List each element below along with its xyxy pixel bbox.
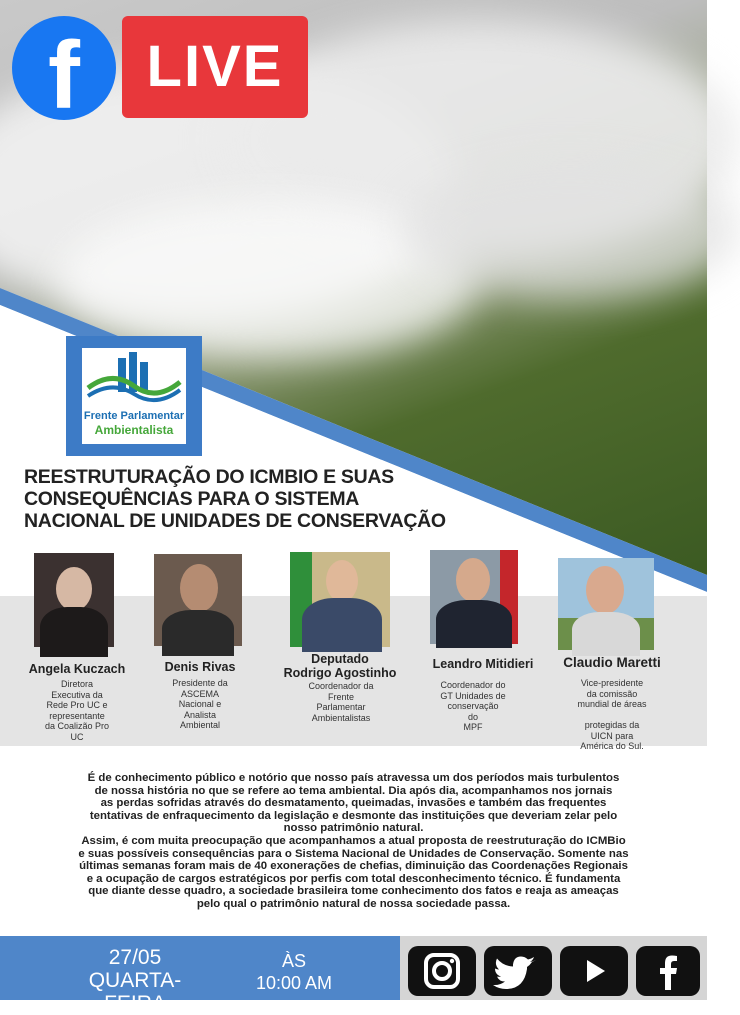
description-line: pelo qual o patrimônio natural de nossa sociedade passa. <box>196 897 511 910</box>
description-line: que diante desse quadro, a sociedade brasileira tome conhecimento dos fatos e reaja as ameaças <box>88 885 619 898</box>
event-time <box>244 950 344 994</box>
logo-frame <box>66 336 202 456</box>
speaker-role-line: Analista <box>183 709 217 720</box>
speaker-role-line: Ambiental <box>179 720 221 730</box>
logo-text-line1: Frente Parlamentar <box>83 410 185 422</box>
speaker-photo <box>290 552 390 647</box>
frente-parlamentar-logo <box>82 348 186 444</box>
logo-text-line2: Ambientalista <box>94 423 174 437</box>
speaker-role <box>150 678 250 731</box>
event-title-line: REESTRUTURAÇÃO DO ICMBIO E SUAS <box>24 466 394 488</box>
speaker-photo <box>154 554 242 646</box>
speaker-name-line: Denis Rivas <box>164 660 236 674</box>
speaker-name-line: Deputado <box>311 652 369 666</box>
speaker-role <box>562 678 662 752</box>
event-title-line: CONSEQUÊNCIAS PARA O SISTEMA <box>24 488 360 510</box>
description-line: nosso patrimônio natural. <box>283 822 424 835</box>
event-time-prefix: ÀS <box>281 951 306 971</box>
speaker-role <box>424 680 522 733</box>
speaker-role-line: protegidas da <box>584 720 640 730</box>
speaker-role-line: Diretora <box>60 679 93 689</box>
twitter-icon[interactable] <box>484 946 552 996</box>
speaker-photo <box>558 558 654 650</box>
description-line: Assim, é com muita preocupação que acompanhamos a atual proposta de reestruturação do ICMBio <box>81 834 626 847</box>
instagram-icon[interactable] <box>408 946 476 996</box>
speaker-role-line: GT Unidades de <box>440 690 506 701</box>
speaker-role-line: do <box>467 711 478 722</box>
speaker-name-line: Rodrigo Agostinho <box>283 666 397 680</box>
speaker-role-line: MPF <box>463 722 483 732</box>
speaker-role-line: Nacional e <box>178 699 222 709</box>
speaker-role-line: da comissão <box>586 688 638 699</box>
speaker-role-line: Executiva da <box>51 689 103 700</box>
event-description <box>30 772 677 911</box>
youtube-icon[interactable] <box>560 946 628 996</box>
event-date <box>60 946 210 1015</box>
speaker-role-line: Vice-presidente <box>580 678 644 688</box>
speaker-role-line: representante <box>49 710 105 721</box>
speaker-role-line: mundial de áreas <box>577 699 647 709</box>
speaker-name <box>272 652 408 680</box>
description-line: É de conhecimento público e notório que nosso país atravessa um dos períodos mais turbulentos <box>87 772 620 784</box>
speaker-photo <box>34 553 114 647</box>
speaker-role-line: Rede Pro UC e <box>46 700 108 710</box>
speaker-role-line: Parlamentar <box>316 702 366 712</box>
event-date-day: 27/05 <box>108 946 162 969</box>
speaker-role-line: UC <box>70 731 84 742</box>
speaker-role-line: conservação <box>447 701 499 711</box>
speaker-role-line: Coordenador do <box>440 680 506 690</box>
speaker-role-line: UICN para <box>590 730 634 741</box>
speaker-role-line: Presidente da <box>172 678 228 688</box>
speaker-name-line: Leandro Mitidieri <box>432 657 534 671</box>
speaker-role <box>26 679 128 742</box>
description-line: e a ocupação de cargos estratégicos por perfis com total desconhecimento técnico. É fundamenta <box>86 872 621 885</box>
facebook-logo-icon: f <box>12 16 116 120</box>
facebook-icon[interactable] <box>636 946 700 996</box>
description-line: de nossa história no que se refere ao tema ambiental. Dia após dia, acompanhamos nos jornais <box>94 784 613 797</box>
speaker-role-line: América do Sul. <box>580 741 644 751</box>
speaker-role-line: Coordenador da <box>308 681 374 691</box>
speaker-role-line: Frente <box>327 691 354 702</box>
description-line: últimas semanas foram mais de 40 exonerações de chefias, diminuição das Coordenações Regionais <box>79 860 628 873</box>
speaker-role-line <box>562 710 662 721</box>
description-line: as perdas sofridas através do desmatamento, queimadas, invasões e também das frequentes <box>100 797 607 810</box>
speaker-name <box>140 660 260 674</box>
event-title <box>24 466 504 532</box>
speaker-role-line: Ambientalistas <box>311 712 371 723</box>
speaker-name-line: Angela Kuczach <box>28 662 126 676</box>
speaker-role-line: ASCEMA <box>180 688 219 699</box>
speaker-photo <box>430 550 518 644</box>
event-time-value: 10:00 AM <box>255 973 333 993</box>
speaker-name <box>548 656 676 670</box>
speaker-role-line: da Coalizão Pro <box>44 721 110 731</box>
logo-graphic-icon <box>82 348 186 410</box>
description-line: tentativas de enfraquecimento da legislação e desmonte das instituições que deveriam zelar pelo <box>89 809 618 822</box>
speaker-name <box>418 657 548 671</box>
speaker-name <box>16 662 138 676</box>
live-badge: LIVE <box>122 16 308 118</box>
speaker-role <box>290 681 392 723</box>
description-line: e suas possíveis consequências para o Sistema Nacional de Unidades de Conservação. Somente nas <box>78 847 629 860</box>
speaker-name-line: Claudio Maretti <box>563 655 661 670</box>
event-weekday: QUARTA-FEIRA <box>88 969 182 1015</box>
event-title-line: NACIONAL DE UNIDADES DE CONSERVAÇÃO <box>24 510 446 532</box>
